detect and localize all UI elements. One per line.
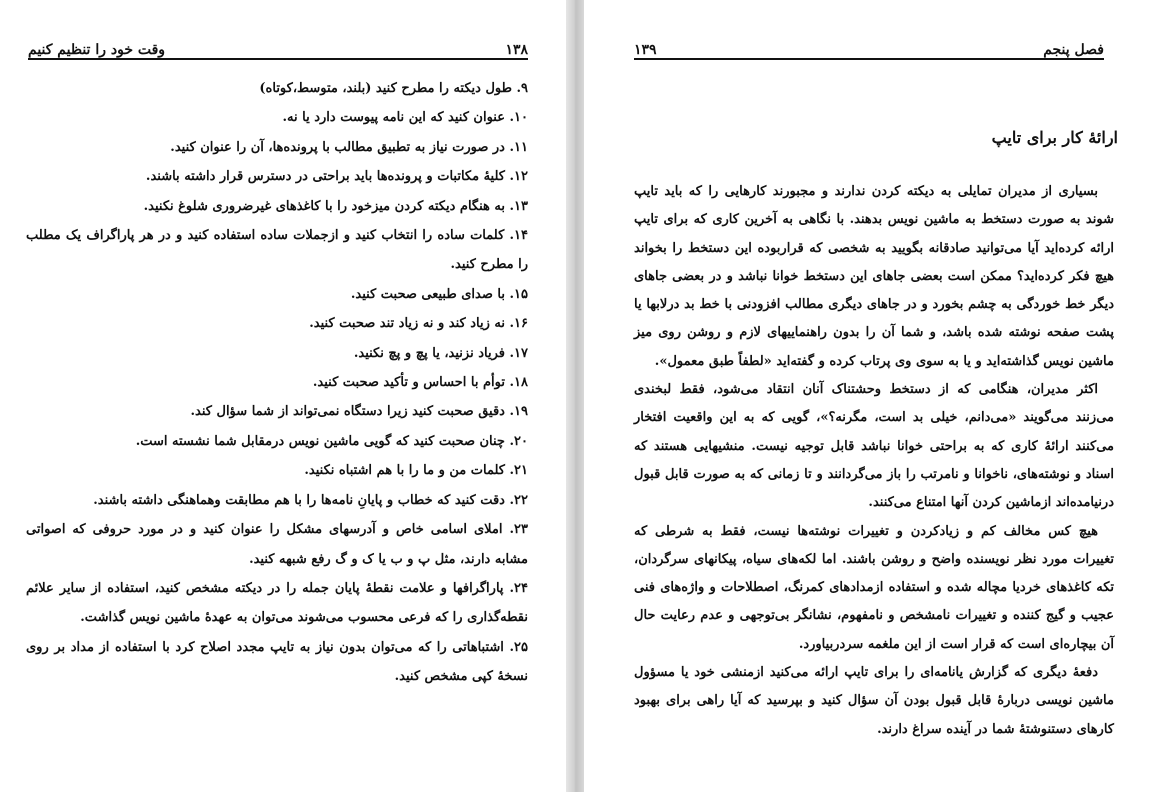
left-page-header bbox=[28, 36, 528, 58]
right-header-rule bbox=[634, 58, 1104, 60]
left-header-rule bbox=[28, 58, 528, 60]
list-item: ۱۲. کلیهٔ مکاتبات و پرونده‌ها باید براحتی در دسترس قرار داشته باشند. bbox=[145, 169, 528, 185]
list-item: ۲۴. پاراگرافها و علامت نقطهٔ پایان جمله را در دیکته مشخص کنید، استفاده از سایر علائم نقطه‌گذاری را که فرعی محسوب می‌شوند می‌توان به عهدهٔ ماشین نویس گذاشت. bbox=[26, 580, 528, 626]
left-page-list bbox=[26, 74, 528, 692]
list-item: ۱۱. در صورت نیاز به تطبیق مطالب با پرونده‌ها، آن را عنوان کنید. bbox=[170, 139, 528, 155]
right-page bbox=[584, 0, 1158, 792]
paragraph: بسیاری از مدیران تمایلی به دیکته کردن ندارند و مجبورند کارهایی را که باید تایپ شوند به صورت دستخط به ماشین نویس بدهند. با نگاهی به آخرین کاری که برای تایپ ارائه کرده‌اید آیا می‌توانید صادقانه بگویید به شخصی که قراربوده این دستخط را بخواند هیچ فکر کرده‌اید؟ ممکن است بعضی جاهای این دستخط خوانا نباشد و در بعضی جاهای دیگر خط خوردگی به چشم بخورد و در جاهای دیگری مطالب افزودنی با خط بد درلابها یا پشت صفحه نوشته شده باشد، و شما آن را بدون راهنماییهای لازم و روشن روی میز ماشین نویس گذاشته‌اید و یا به سوی وی پرتاب کرده و گفته‌اید «لطفاً طبق معمول». bbox=[634, 184, 1114, 369]
right-page-number: ۱۳۹ bbox=[634, 42, 657, 58]
paragraph: هیچ کس مخالف کم و زیادکردن و تغییرات نوشته‌ها نیست، فقط به شرطی که تغییرات مورد نظر نویسنده واضح و روشن باشند. اما لکه‌های سیاه، پیکانهای سرگردان، تکه کاغذهای خردیا مچاله شده و استفاده ازمدادهای کمرنگ، اصطلاحات و واژه‌های فنی عجیب و گیج کننده و تغییرات نامشخص و نامفهوم، نشانگر بی‌توجهی و عدم رعایت حال آن بیچاره‌ای است که قرار است از این ملغمه سردربیاورد. bbox=[634, 523, 1114, 652]
left-page-number: ۱۳۸ bbox=[505, 42, 528, 58]
list-item: ۱۷. فریاد نزنید، یا پچ و پچ نکنید. bbox=[353, 345, 528, 361]
list-item: ۲۲. دقت کنید که خطاب و پایانِ نامه‌ها را با هم مطابقت وهماهنگی داشته باشند. bbox=[93, 492, 528, 508]
list-item: ۲۳. املای اسامی خاص و آدرسهای مشکل را عنوان کنید و در مورد حروفی که اصواتی مشابه دارند، مثل پ و ب یا ک و گ رفع شبهه کنید. bbox=[26, 522, 528, 567]
list-item: ۱۴. کلمات ساده را انتخاب کنید و ازجملات ساده استفاده کنید و در هر پاراگراف یک مطلب را مطرح کنید. bbox=[26, 228, 528, 273]
list-item: ۲۰. چنان صحبت کنید که گویی ماشین نویس درمقابل شما نشسته است. bbox=[135, 433, 528, 449]
right-page-header bbox=[634, 36, 1104, 58]
list-item: ۱۹. دقیق صحبت کنید زیرا دستگاه نمی‌تواند از شما سؤال کند. bbox=[190, 404, 528, 420]
paragraph: دفعهٔ دیگری که گزارش یانامه‌ای را برای تایپ ارائه می‌کنید ازمنشی خود یا مسؤول ماشین نویسی دربارهٔ قابل قبول بودن آن سؤال کنید و بپرسید که آیا راهی برای بهبود کارهای دستنوشتهٔ شما در آینده سراغ دارند. bbox=[634, 665, 1114, 737]
list-item: ۱۰. عنوان کنید که این نامه پیوست دارد یا نه. bbox=[282, 110, 528, 126]
list-item: ۲۱. کلمات من و ما را با هم اشتباه نکنید. bbox=[304, 463, 528, 479]
list-item: ۱۳. به هنگام دیکته کردن میزخود را با کاغذهای غیرضروری شلوغ نکنید. bbox=[143, 198, 528, 214]
book-gutter bbox=[566, 0, 584, 792]
list-item: ۱۵. با صدای طبیعی صحبت کنید. bbox=[350, 286, 528, 302]
list-item: ۱۸. توأم با احساس و تأکید صحبت کنید. bbox=[312, 375, 528, 391]
left-page bbox=[0, 0, 566, 792]
list-item: ۲۵. اشتباهاتی را که می‌توان بدون نیاز به تایپ مجدد اصلاح کرد با استفاده از مداد بر روی نسخهٔ کپی مشخص کنید. bbox=[26, 639, 528, 685]
list-item: ۹. طول دیکته را مطرح کنید (بلند، متوسط،کوتاه) bbox=[259, 81, 528, 96]
right-page-body bbox=[634, 178, 1114, 744]
list-item: ۱۶. نه زیاد کند و نه زیاد تند صحبت کنید. bbox=[309, 316, 528, 332]
paragraph: اکثر مدیران، هنگامی که از دستخط وحشتناک آنان انتقاد می‌شود، فقط لبخندی می‌زنند می‌گویند «می‌دانم، خیلی بد است، مگرنه؟»، گویی که به این واقعیت افتخار می‌کنند ارائهٔ کاری که به براحتی خوانا نباشد قابل توجیه نیست. منشیهایی هستند که اسناد و نوشته‌های، ناخوانا و نامرتب را باز می‌گردانند و تا زمانی که به صورت قابل قبول درنیامده‌اند ازماشین کردن آنها امتناع می‌کنند. bbox=[634, 382, 1114, 511]
section-title: ارائهٔ کار برای تایپ bbox=[991, 128, 1118, 147]
left-page-header-title: وقت خود را تنظیم کنیم bbox=[28, 42, 166, 58]
right-page-header-title: فصل پنجم bbox=[1043, 42, 1104, 58]
